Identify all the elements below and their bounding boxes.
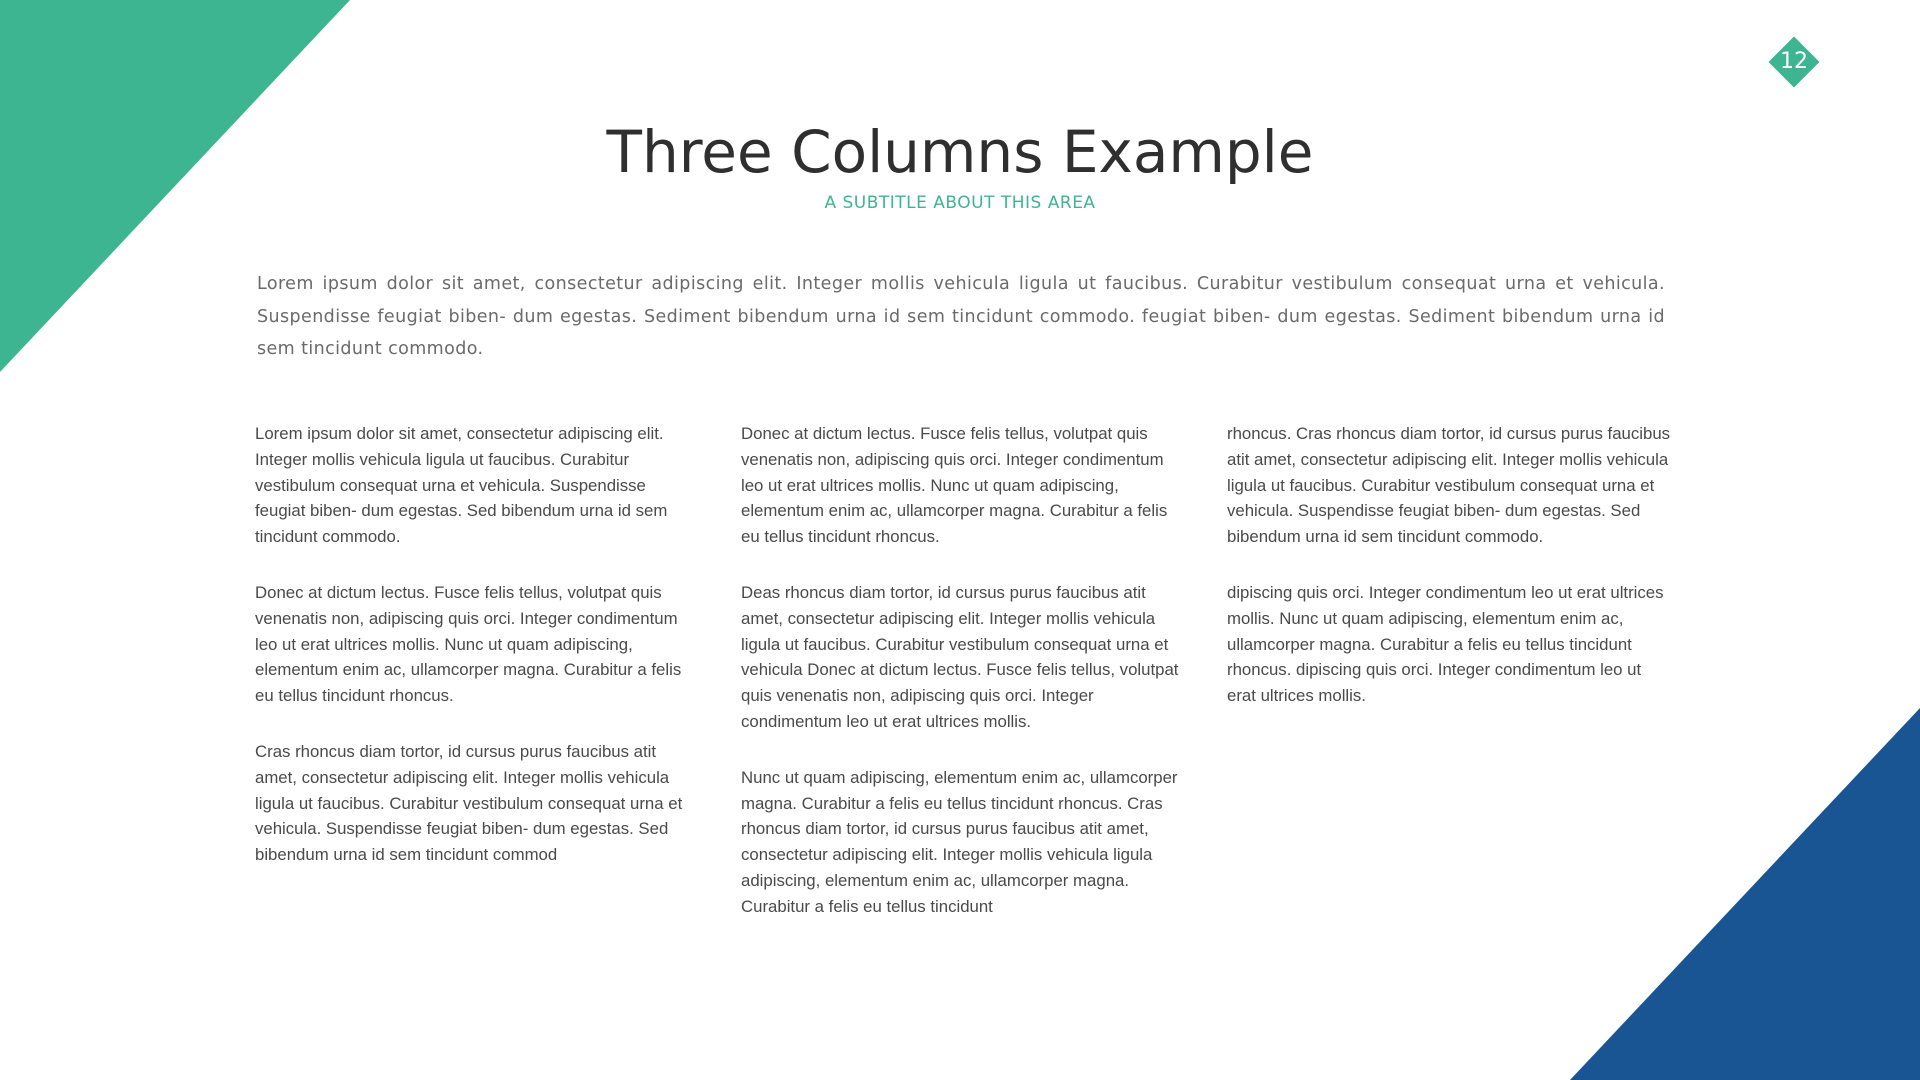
page-subtitle: A SUBTITLE ABOUT THIS AREA [824, 193, 1096, 213]
column-paragraph: Lorem ipsum dolor sit amet, consectetur adipiscing elit. Integer mollis vehicula ligula ut faucibus. Curabitur vestibulum consequat urna et vehicula. Suspendisse feugiat biben- dum egestas. Sed bibendum urna id sem tincidunt commodo. [255, 424, 668, 547]
column-paragraph: rhoncus. Cras rhoncus diam tortor, id cursus purus faucibus atit amet, consectetur adipiscing elit. Integer mollis vehicula ligula ut faucibus. Curabitur vestibulum consequat urna et vehicula. Suspendisse feugiat biben- dum egestas. Sed bibendum urna id sem tincidunt commodo. [1227, 424, 1671, 547]
page-number-badge [1768, 36, 1820, 88]
column-3 [1227, 421, 1672, 739]
column-paragraph: Donec at dictum lectus. Fusce felis tellus, volutpat quis venenatis non, adipiscing quis orci. Integer condimentum leo ut erat ultrices mollis. Nunc ut quam adipiscing, elementum enim ac, ullamcorper magna. Curabitur a felis eu tellus tincidunt rhoncus. [255, 582, 682, 706]
column-1 [255, 421, 700, 898]
column-paragraph: dipiscing quis orci. Integer condimentum leo ut erat ultrices mollis. Nunc ut quam adipiscing, elementum enim ac, ullamcorper magna. Curabitur a felis eu tellus tincidunt rhoncus. dipiscing quis orci. Integer condimentum leo ut erat ultrices mollis. [1227, 582, 1664, 706]
column-paragraph: Deas rhoncus diam tortor, id cursus purus faucibus atit amet, consectetur adipiscing elit. Integer mollis vehicula ligula ut faucibus. Curabitur vestibulum consequat urna et vehicula Donec at dictum lectus. Fusce felis tellus, volutpat quis venenatis non, adipiscing quis orci. Integer condimentum leo ut erat ultrices mollis. [741, 582, 1179, 731]
page-number: 12 [1780, 49, 1808, 74]
column-paragraph: Donec at dictum lectus. Fusce felis tellus, volutpat quis venenatis non, adipiscing quis orci. Integer condimentum leo ut erat ultrices mollis. Nunc ut quam adipiscing, elementum enim ac, ullamcorper magna. Curabitur a felis eu tellus tincidunt rhoncus. [741, 424, 1168, 547]
column-paragraph: Cras rhoncus diam tortor, id cursus purus faucibus atit amet, consectetur adipiscing elit. Integer mollis vehicula ligula ut faucibus. Curabitur vestibulum consequat urna et vehicula. Suspendisse feugiat biben- dum egestas. Sed bibendum urna id sem tincidunt commod [255, 741, 683, 865]
column-2 [741, 421, 1186, 950]
intro-paragraph: Lorem ipsum dolor sit amet, consectetur adipiscing elit. Integer mollis vehicula ligula ut faucibus. Curabitur vestibulum consequat urna et vehicula. Suspendisse feugiat biben- dum egestas. Sediment bibendum urna id sem tincidunt commodo. feugiat biben- dum egestas. Sediment bibendum urna id sem tincidunt commodo. [257, 274, 1665, 359]
page-title: Three Columns Example [606, 118, 1314, 186]
column-paragraph: Nunc ut quam adipiscing, elementum enim ac, ullamcorper magna. Curabitur a felis eu tellus tincidunt rhoncus. Cras rhoncus diam tortor, id cursus purus faucibus atit amet, consectetur adipiscing elit. Integer mollis vehicula ligula adipiscing, elementum enim ac, ullamcorper magna. Curabitur a felis eu tellus tincidunt [741, 767, 1178, 916]
corner-triangle-bottom-right [1570, 708, 1920, 1080]
